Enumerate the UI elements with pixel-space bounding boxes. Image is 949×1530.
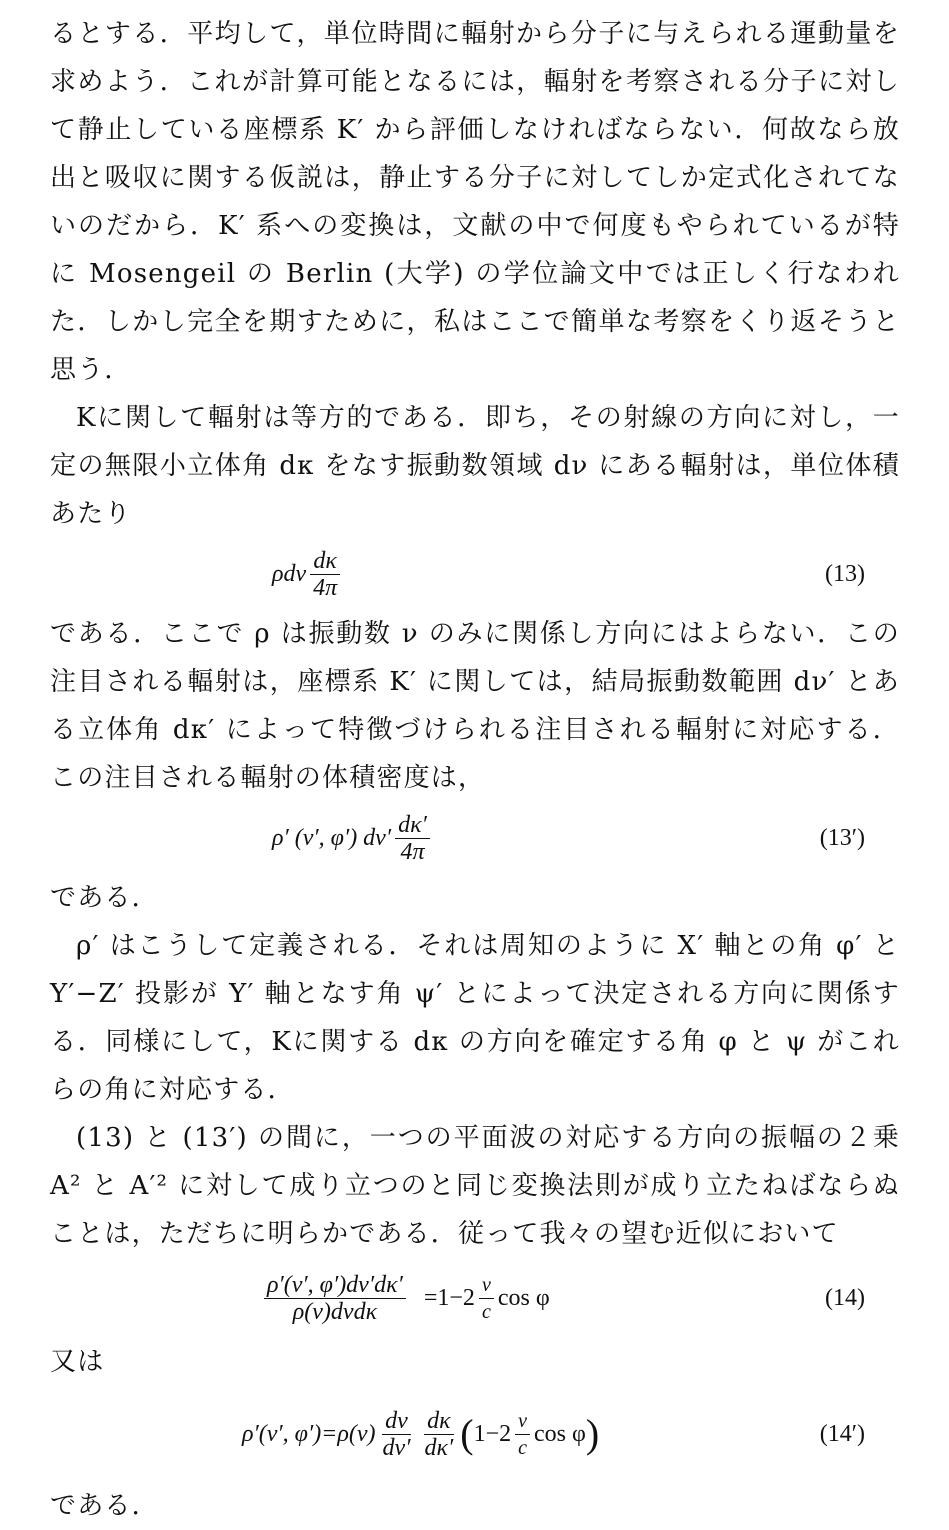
paragraph-5: ρ′ はこうして定義される．それは周知のように X′ 軸との角 φ′ と Y′−Z′ 投影が Y′ 軸となす角 ψ′ とによって決定される方向に関係する．同様にして，Kに関する dκ の方向を確定する角 φ と ψ がこれらの角に対応する． (50, 931, 900, 1105)
eq13p-denominator: 4π (400, 838, 425, 865)
eq14p-v-over-c (515, 1408, 530, 1461)
eq13p-numerator: dκ′ (395, 812, 430, 839)
equation-13 (50, 538, 900, 610)
eq14-v-over-c (479, 1272, 494, 1325)
eq14p-lhs: ρ′(ν′, φ′)=ρ(ν) (242, 1420, 376, 1447)
eq13-fraction (310, 548, 340, 601)
eq14p-c: c (518, 1436, 527, 1459)
eq14p-f2-numerator: dκ (424, 1408, 454, 1435)
paragraph-4: である． (50, 883, 159, 913)
eq14-v: v (479, 1272, 494, 1299)
paragraph-1: るとする．平均して，単位時間に輻射から分子に与えられる運動量を求めよう．これが計算可能となるには，輻射を考察される分子に対して静止している座標系 K′ から評価しなければならない．何故なら放出と吸収に関する仮説は，静止する分子に対してしか定式化されてないのだから．K′ 系への変換は，文献の中で何度もやられているが特に Mosengeil の Berlin (大学) の学位論文中では正しく行なわれた．しかし完全を期すために，私はここで簡単な考察をくり返そうと思う． (50, 19, 900, 385)
eq14-rhs-a: =1−2 (423, 1284, 475, 1311)
eq13-denominator: 4π (313, 574, 338, 601)
eq14p-number: (14′) (819, 1421, 865, 1447)
eq14-c: c (481, 1300, 491, 1323)
equation-14-prime: ρ′(ν′, φ′)=ρ(ν) $\frac{d\nu}{d\nu'}$ $\frac{d\kappa}{d\kappa'}$ ( 1−2 $\frac{v}{c}$ cos φ ) (14′) (50, 1386, 900, 1482)
equation-13-prime (50, 802, 900, 874)
eq13-numerator: dκ (310, 548, 340, 575)
eq14p-f1-denominator: dν′ (382, 1434, 411, 1461)
eq13-lhs: ρdν (272, 560, 307, 587)
eq13p-fraction (395, 812, 430, 865)
eq13p-lhs: ρ′ (ν′, φ′) dν′ (272, 824, 392, 851)
eq14-fraction (264, 1272, 406, 1325)
paper-page (50, 10, 900, 1530)
eq14-numerator: ρ′(ν′, φ′)dν′dκ′ (264, 1272, 406, 1299)
equation-14 (50, 1258, 900, 1338)
eq14p-paren-b: cos φ (534, 1420, 586, 1447)
eq14-denominator: ρ(ν)dνdκ (292, 1298, 378, 1325)
eq13p-number: (13′) (819, 825, 865, 851)
eq14-rhs-b: cos φ (497, 1284, 550, 1311)
paragraph-3: である．ここで ρ は振動数 ν のみに関係し方向にはよらない．この注目される輻射は，座標系 K′ に関しては，結局振動数範囲 dν′ とある立体角 dκ′ によって特徴づけられる注目される輻射に対応する．この注目される輻射の体積密度は， (50, 619, 900, 793)
paragraph-2: Kに関して輻射は等方的である．即ち，その射線の方向に対し，一定の無限小立体角 dκ をなす振動数領域 dν にある輻射は，単位体積あたり (50, 403, 900, 529)
eq14p-fraction-2 (421, 1408, 456, 1461)
eq14p-paren-a: 1−2 (473, 1420, 512, 1447)
eq14-number: (14) (825, 1285, 865, 1311)
eq14p-f2-denominator: dκ′ (424, 1434, 454, 1461)
eq13-number: (13) (825, 561, 865, 587)
eq14p-f1-numerator: dν (382, 1408, 411, 1435)
eq14p-v: v (515, 1408, 530, 1435)
paragraph-8: である． (50, 1491, 159, 1521)
paragraph-7: 又は (50, 1347, 105, 1377)
eq14p-fraction-1 (380, 1408, 414, 1461)
paragraph-6: (13) と (13′) の間に，一つの平面波の対応する方向の振幅の２乗 A² と A′² に対して成り立つのと同じ変換法則が成り立たねばならぬことは，ただちに明らかである．従って我々の望む近似において (50, 1123, 900, 1249)
